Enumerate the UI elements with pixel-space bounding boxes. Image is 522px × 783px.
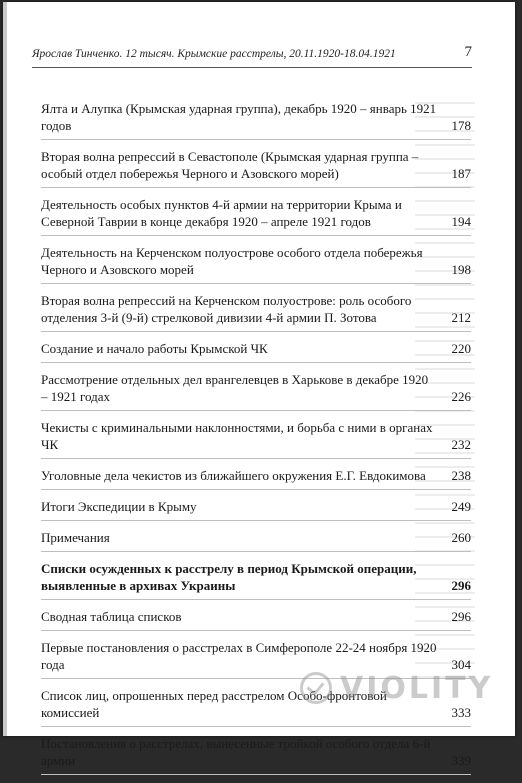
toc-entry-title: Вторая волна репрессий в Севастополе (Крымская ударная группа – особый отдел побережья Черного и Азовского морей) (41, 149, 419, 181)
toc-entry-page: 232 (451, 437, 471, 452)
toc-entry-page: 226 (451, 389, 471, 404)
toc-entry-title: Списки осужденных к расстрелу в период Крымской операции, выявленные в архивах Украины (41, 561, 417, 593)
toc-entry-title: Первые постановления о расстрелах в Симферополе 22-24 ноября 1920 года (41, 640, 437, 672)
toc-entry (41, 340, 471, 363)
toc-entry-title: Создание и начало работы Крымской ЧК (41, 341, 268, 356)
checkmark-circle-icon (300, 672, 332, 704)
toc-entry (41, 371, 471, 411)
header-rule (32, 67, 472, 68)
toc-entry-page: 296 (451, 609, 471, 624)
toc-entry-title: Ялта и Алупка (Крымская ударная группа), декабрь 1920 – январь 1921 годов (41, 101, 437, 133)
toc-entry (41, 196, 471, 236)
toc-entry (41, 292, 471, 332)
toc-entry-title: Список лиц, опрошенных перед расстрелом Особо-фронтовой комиссией (41, 688, 387, 720)
toc-entry-title: Уголовные дела чекистов из ближайшего окружения Е.Г. Евдокимова (41, 468, 426, 483)
toc-entry-page: 178 (451, 118, 471, 133)
toc-entry-page: 304 (451, 657, 471, 672)
toc-entry-title: Постановления о расстрелах, вынесенные тройкой особого отдела 6-й армии (41, 736, 431, 768)
watermark (300, 668, 510, 708)
book-page (3, 2, 515, 768)
toc-entry-page: 198 (451, 262, 471, 277)
toc-entry-page: 249 (451, 499, 471, 514)
toc-entry (41, 498, 471, 521)
toc-entry-page: 296 (451, 578, 471, 593)
toc-entry (41, 529, 471, 552)
toc-entry-page: 333 (451, 705, 471, 720)
toc-entry-title: Чекисты с криминальными наклонностями, и борьба с ними в органах ЧК (41, 420, 433, 452)
toc-entry-title: Примечания (41, 530, 110, 545)
toc-entry (41, 244, 471, 284)
toc-entry-page: 194 (451, 214, 471, 229)
page-edge (3, 2, 7, 736)
toc-entry (41, 419, 471, 459)
toc-entry-title: Деятельность на Керченском полуострове особого отдела побережья Черного и Азовского морей (41, 245, 423, 277)
toc-entry (41, 608, 471, 631)
toc-entry (41, 735, 471, 775)
toc-entry-page: 220 (451, 341, 471, 356)
page-number: 7 (464, 44, 472, 60)
toc-entry-page: 187 (451, 166, 471, 181)
toc-entry-title: Сводная таблица списков (41, 609, 182, 624)
toc-entry-page: 339 (451, 753, 471, 768)
running-header (32, 44, 472, 64)
toc-entry (41, 467, 471, 490)
toc-entry-title: Итоги Экспедиции в Крыму (41, 499, 197, 514)
toc-entry-page: 212 (451, 310, 471, 325)
toc-entry-page: 238 (451, 468, 471, 483)
toc-entry-page: 260 (451, 530, 471, 545)
toc-entry-title: Вторая волна репрессий на Керченском полуострове: роль особого отделения 3-й (9-й) стрелковой дивизии 4-й армии П. Зотова (41, 293, 412, 325)
watermark-text: VIOLITY (340, 670, 494, 706)
toc-section-heading (41, 560, 471, 600)
toc-entry (41, 148, 471, 188)
toc-entry-title: Деятельность особых пунктов 4-й армии на территории Крыма и Северной Таврии в конце декабря 1920 – апреле 1921 годов (41, 197, 402, 229)
running-title: Ярослав Тинченко. 12 тысяч. Крымские расстрелы, 20.11.1920-18.04.1921 (32, 48, 396, 60)
toc-entry (41, 100, 471, 140)
toc-entry-title: Рассмотрение отдельных дел врангелевцев в Харькове в декабре 1920 – 1921 годах (41, 372, 429, 404)
